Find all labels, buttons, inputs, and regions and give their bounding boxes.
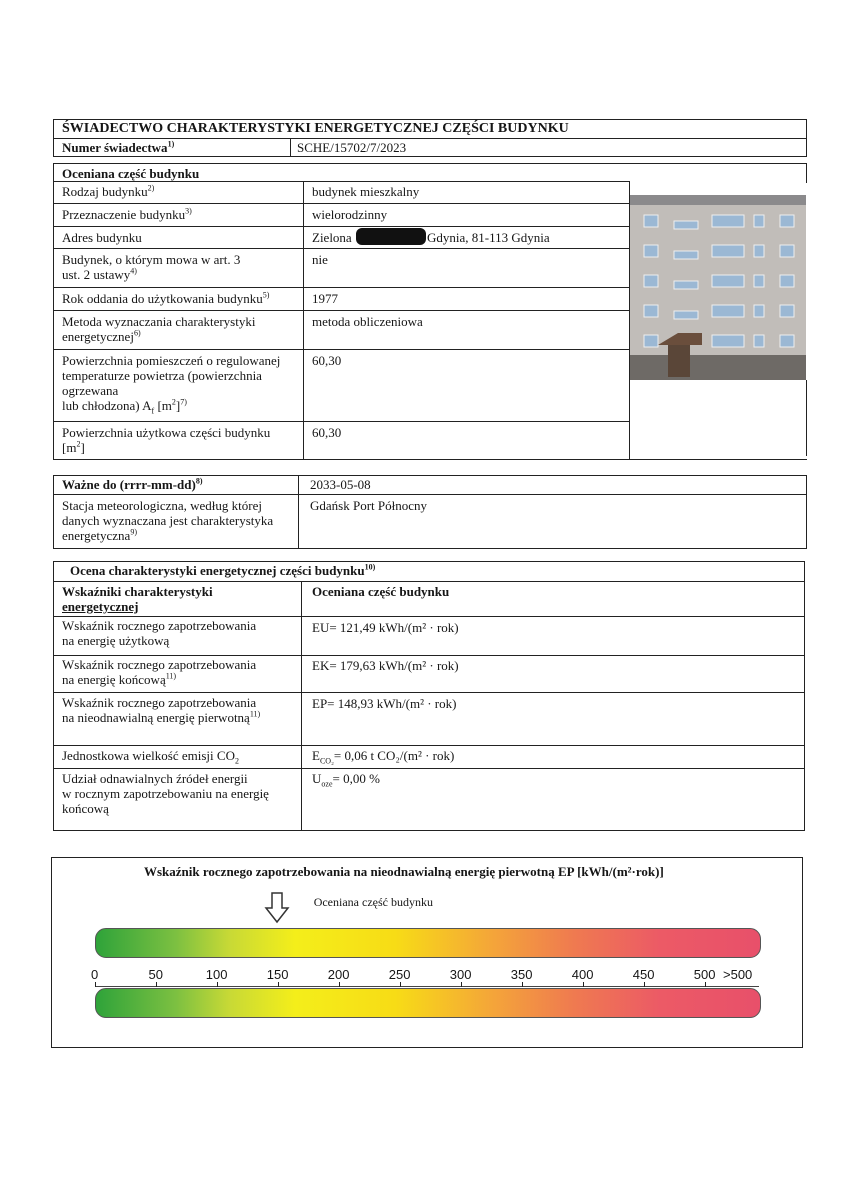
s1-line-3 [53,248,630,249]
s1-line-6 [53,349,630,350]
row-art3-value: nie [312,252,328,267]
eu-label: Wskaźnik rocznego zapotrzebowania na energię użytkową [62,618,257,648]
building-photo [630,195,806,380]
scale-tick-label: 250 [388,967,411,982]
eu-value: EU= 121,49 kWh/(m² · rok) [312,620,459,635]
scale-tick-label: 400 [571,967,594,982]
row-address-label: Adres budynku [62,230,142,245]
renewable-share-label: Udział odnawialnych źródeł energii w rocznym zapotrzebowaniu na energię końcową [62,771,269,816]
scale-tick-label: >500 [723,967,753,982]
ep-label: Wskaźnik rocznego zapotrzebowania na nieodnawialną energię pierwotną$^{11)}$ [62,695,261,725]
number-value: SCHE/15702/7/2023 [297,140,407,155]
scale-tick-label: 150 [266,967,289,982]
s3-col-divider [301,581,302,831]
scale-tick [156,982,157,987]
certificate-title: ŚWIADECTWO CHARAKTERYSTYKI ENERGETYCZNEJ CZĘŚCI BUDYNKU [62,121,569,136]
scale-tick-label: 450 [632,967,655,982]
scale-tick [583,982,584,987]
row-art3-label: Budynek, o którym mowa w art. 3 ust. 2 ustawy$^{4)}$ [62,252,241,282]
s3-line-2 [53,655,805,656]
s3-line-4 [53,745,805,746]
scale-tick-label: 300 [449,967,472,982]
row-purpose-value: wielorodzinny [312,207,388,222]
scale-tick [644,982,645,987]
s3-line-5 [53,768,805,769]
co2-label: Jednostkowa wielkość emisji $CO_2$ [62,748,239,766]
section1-right-edge-lower [806,380,807,456]
row-method-value: metoda obliczeniowa [312,314,423,329]
scale-tick [522,982,523,987]
scale-axis-line [95,986,759,987]
s3-line-1 [53,616,805,617]
down-arrow-icon [264,892,290,924]
row-purpose-label: Przeznaczenie budynku$^{3)}$ [62,206,192,222]
s3-col1-header: Wskaźniki charakterystyki energetycznej [62,584,213,614]
scale-tick-label: 500 [693,967,716,982]
ep-value: EP= 148,93 kWh/(m² · rok) [312,696,457,711]
s1-line-2 [53,226,630,227]
s3-col2-header: Oceniana część budynku [312,584,450,599]
section1-top-right [629,163,807,164]
scale-tick-label: 0 [91,967,99,982]
scale-tick [461,982,462,987]
s3-line-3 [53,692,805,693]
row-building-type-value: budynek mieszkalny [312,184,420,199]
scale-tick [95,982,96,987]
valid-until-label: Ważne do (rrrr-mm-dd)$^{8)}$ [62,476,203,492]
scale-title: Wskaźnik rocznego zapotrzebowania na nieodnawialną energię pierwotną EP [kWh/(m²·rok)] [144,864,664,879]
row-year-label: Rok oddania do użytkowania budynku$^{5)}$ [62,290,270,306]
number-label: Numer świadectwa$^{1)}$ [62,139,175,155]
scale-tick [278,982,279,987]
weather-station-label: Stacja meteorologiczna, według której danych wyznaczana jest charakterystyka energetyczna$^{9)}$ [62,498,274,543]
s1-line-1 [53,203,630,204]
scale-tick [339,982,340,987]
section1-title: Oceniana część budynku [62,166,200,181]
scale-tick-label: 350 [510,967,533,982]
scale-tick [217,982,218,987]
s2-line-1 [53,494,807,495]
row-heated-area-value: 60,30 [312,353,342,368]
row-address-value-city: Gdynia, 81-113 Gdynia [427,230,550,245]
s1-line-0 [53,181,630,182]
ek-label: Wskaźnik rocznego zapotrzebowania na energię końcową$^{11)}$ [62,657,257,687]
s1-line-4 [53,287,630,288]
row-building-type-label: Rodzaj budynku$^{2)}$ [62,183,155,199]
scale-tick [400,982,401,987]
section1-right-edge [806,163,807,183]
address-redaction [356,228,426,245]
row-address-value-street: Zielona [312,230,352,245]
energy-scale-bar-bottom [95,988,761,1018]
energy-scale-bar-top [95,928,761,958]
co2-value: $E_{CO_2}= 0,06$ t CO₂/(m² · rok) [312,748,455,766]
s1-col-divider [303,181,304,460]
scale-tick [705,982,706,987]
section3-title: Ocena charakterystyki energetycznej części budynku$^{10)}$ [70,562,376,578]
valid-until-value: 2033-05-08 [310,477,371,492]
s1-line-5 [53,310,630,311]
row-method-label: Metoda wyznaczania charakterystyki energetycznej$^{6)}$ [62,314,256,344]
scale-tick-label: 200 [327,967,350,982]
header-divider [53,138,807,139]
row-usable-area-value: 60,30 [312,425,342,440]
row-heated-area-label: Powierzchnia pomieszczeń o regulowanej temperaturze powietrza (powierzchnia ogrzewana lub chłodzona) $A_f$ $[m^2]^{7)}$ [62,353,281,416]
header-vline [290,138,291,157]
scale-tick-label: 100 [205,967,228,982]
ek-value: EK= 179,63 kWh/(m² · rok) [312,658,459,673]
renewable-share-value: $U_{oze}= 0,00$ % [312,771,380,789]
weather-station-value: Gdańsk Port Północny [310,498,427,513]
row-year-value: 1977 [312,291,338,306]
row-usable-area-label: Powierzchnia użytkowa części budynku $[m^2]$ [62,425,271,455]
marker-label: Oceniana część budynku [313,895,433,909]
s1-line-7 [53,421,630,422]
s3-line-0 [53,581,805,582]
s2-col-divider [298,475,299,549]
scale-tick-label: 50 [148,967,163,982]
